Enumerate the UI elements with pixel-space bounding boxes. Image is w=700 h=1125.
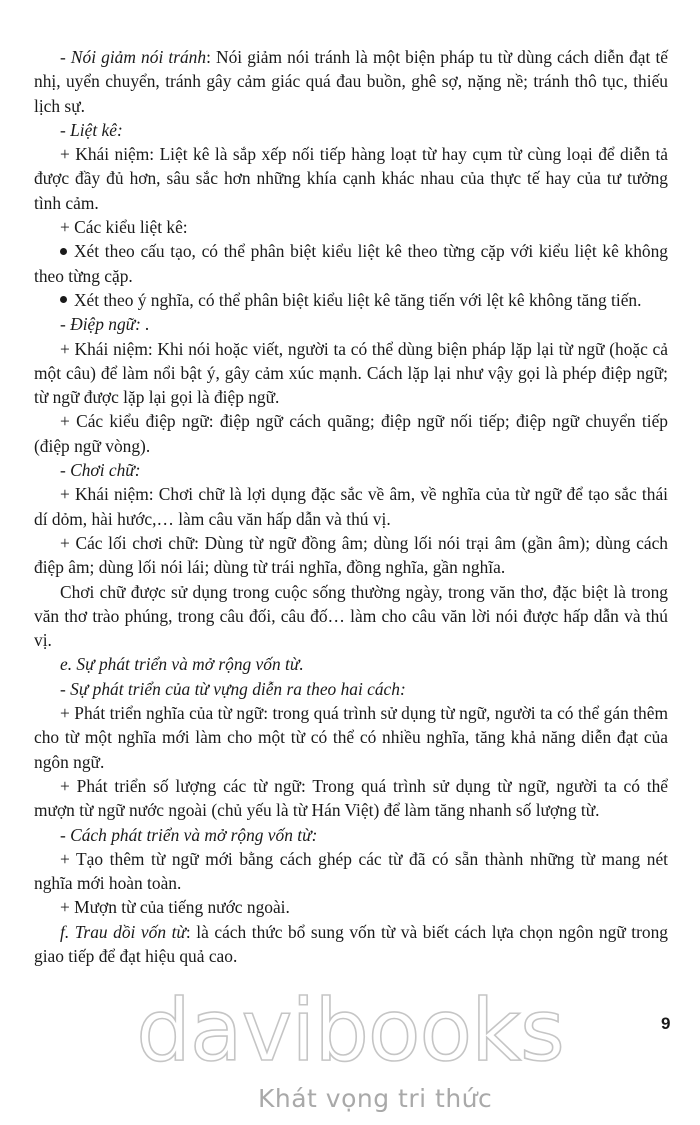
paragraph-muon-tu: + Mượn từ của tiếng nước ngoài.	[60, 897, 290, 918]
paragraph-trau-doi-von-tu	[34, 920, 668, 969]
heading-su-phat-trien-von-tu: e. Sự phát triển và mở rộng vốn từ.	[60, 654, 304, 675]
paragraph-cac-kieu-diep-ngu: + Các kiểu điệp ngữ: điệp ngữ cách quãng; điệp ngữ nối tiếp; điệp ngữ chuyển tiếp (điệp ngữ vòng).	[34, 411, 668, 456]
paragraph-cac-kieu-liet-ke: + Các kiểu liệt kê:	[60, 217, 188, 238]
heading-choi-chu: - Chơi chữ:	[60, 460, 141, 481]
paragraph-cac-loi-choi-chu: + Các lối chơi chữ: Dùng từ ngữ đồng âm; dùng lối nói trại âm (gần âm); dùng cách điệp âm; dùng lối nói lái; dùng từ trái nghĩa, đồng nghĩa, gần nghĩa.	[34, 532, 668, 578]
paragraph-choi-chu-khai-niem: + Khái niệm: Chơi chữ là lợi dụng đặc sắc về âm, về nghĩa của từ ngữ để tạo sắc thái dí dỏm, hài hước,… làm câu văn hấp dẫn và thú vị.	[34, 484, 668, 529]
paragraph-liet-ke-khai-niem: + Khái niệm: Liệt kê là sắp xếp nối tiếp hàng loạt từ hay cụm từ cùng loại để diễn tả được đầy đủ hơn, sâu sắc hơn những khía cạnh khác nhau của thực tế hay của tư tưởng tình cảm.	[34, 144, 668, 213]
paragraph-phat-trien-so-luong: + Phát triển số lượng các từ ngữ: Trong quá trình sử dụng từ ngữ, người ta có thể mượn từ ngữ nước ngoài (chủ yếu là từ Hán Việt) để làm tăng nhanh số lượng từ.	[34, 775, 668, 821]
heading-cach-mo-rong-von-tu: - Cách phát triển và mở rộng vốn từ:	[60, 824, 318, 845]
paragraph-tao-them-tu-ngu: + Tạo thêm từ ngữ mới bằng cách ghép các từ đã có sẵn thành những từ mang nét nghĩa mới hoàn toàn.	[34, 848, 668, 894]
bullet-text: Xét theo ý nghĩa, có thể phân biệt kiểu liệt kê tăng tiến với lệt kê không tăng tiến.	[74, 289, 642, 310]
term-label: - Nói giảm nói tránh	[60, 47, 207, 67]
paragraph-diep-ngu-khai-niem: + Khái niệm: Khi nói hoặc viết, người ta có thể dùng biện pháp lặp lại từ ngữ (hoặc cả một câu) để làm nổi bật ý, gây cảm xúc mạnh. Cách lặp lại như vậy gọi là phép điệp ngữ; từ ngữ được lặp lại gọi là điệp ngữ.	[34, 338, 668, 408]
bullet-item	[34, 288, 668, 312]
heading-diep-ngu: - Điệp ngữ: .	[60, 314, 150, 335]
bullet-icon	[60, 248, 67, 255]
heading-hai-cach-phat-trien: - Sự phát triển của từ vựng diễn ra theo hai cách:	[60, 678, 406, 699]
term-label: f. Trau dồi vốn từ	[60, 921, 186, 942]
page-number: 9	[661, 1014, 671, 1033]
bullet-item	[34, 239, 668, 288]
paragraph-text: : là cách thức bổ sung vốn từ và biết cách lựa chọn ngôn ngữ trong giao tiếp để đạt hiệu quả cao.	[34, 921, 669, 966]
paragraph-choi-chu-su-dung: Chơi chữ được sử dụng trong cuộc sống thường ngày, trong văn thơ, đặc biệt là trong văn thơ trào phúng, trong câu đối, câu đố… làm cho câu văn lời nói được hấp dẫn và thú vị.	[34, 581, 668, 651]
watermark-logo: davibooks	[136, 981, 564, 1081]
paragraph-phat-trien-nghia: + Phát triển nghĩa của từ ngữ: trong quá trình sử dụng từ ngữ, người ta có thể gán thêm cho từ một nghĩa mới làm cho một từ có thể có nhiều nghĩa, tăng khả năng diễn đạt của ngôn ngữ.	[34, 703, 668, 772]
paragraph-text: : Nói giảm nói tránh là một biện pháp tu từ dùng cách diễn đạt tế nhị, uyển chuyển, tránh gây cảm giác quá đau buồn, ghê sợ, nặng nề; tránh thô tục, thiếu lịch sự.	[34, 47, 668, 116]
bullet-icon	[60, 296, 67, 303]
paragraph-noi-giam-noi-tranh	[34, 45, 668, 118]
bullet-text: Xét theo cấu tạo, có thể phân biệt kiểu liệt kê theo từng cặp với kiểu liệt kê không theo từng cặp.	[34, 241, 668, 286]
heading-liet-ke: - Liệt kê:	[60, 119, 123, 140]
watermark-tagline: Khát vọng tri thức	[258, 1084, 493, 1113]
page-body	[34, 45, 668, 968]
